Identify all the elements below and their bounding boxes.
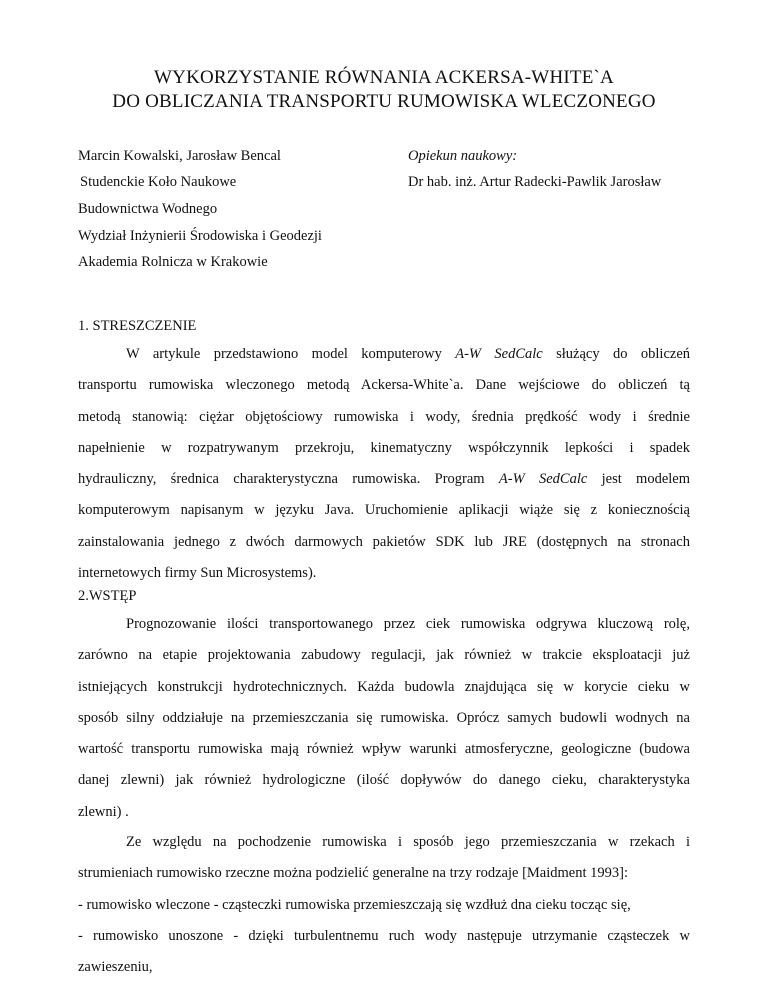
affiliation-line-4: Akademia Rolnicza w Krakowie <box>78 254 268 270</box>
intro-line: sposób silny oddziałuje na przemieszczania się rumowiska. Oprócz samych budowli wodnych na <box>78 709 690 726</box>
abstract-text: W artykule przedstawiono model komputerowy <box>126 346 456 362</box>
affiliation-line-3: Wydział Inżynierii Środowiska i Geodezji <box>78 228 322 244</box>
intro-line: zlewni) . <box>78 803 129 820</box>
abstract-line-6: komputerowym napisanym w języku Java. Uruchomienie aplikacji wiąże się z koniecznością <box>78 502 690 519</box>
supervisor-name: Dr hab. inż. Artur Radecki-Pawlik Jarosław <box>408 174 662 190</box>
affiliation-line-2: Budownictwa Wodnego <box>78 201 218 217</box>
abstract-line-4: napełnienie w rozpatrywanym przekroju, kinematyczny współczynnik lepkości i spadek <box>78 439 690 456</box>
intro-line: wartość transportu rumowiska mają również wpływ warunki atmosferyczne, geologiczne (budowa <box>78 741 690 758</box>
title-line-2: DO OBLICZANIA TRANSPORTU RUMOWISKA WLECZONEGO <box>112 91 656 112</box>
list-item: - rumowisko unoszone - dzięki turbulentnemu ruch wody następuje utrzymanie cząsteczek w <box>78 927 690 944</box>
abstract-line-3: metodą stanowią: ciężar objętościowy rumowiska i wody, średnia prędkość wody i średnie <box>78 408 690 425</box>
intro-line: istniejących konstrukcji hydrotechnicznych. Każda budowla znajdująca się w korycie cieku w <box>78 678 690 695</box>
abstract-line-2: transportu rumowiska wleczonego metodą Ackersa-White`a. Dane wejściowe do obliczeń tą <box>78 377 690 394</box>
abstract-text: jest modelem <box>587 471 690 488</box>
intro-line: Ze względu na pochodzenie rumowiska i sposób jego przemieszczania w rzekach i <box>126 834 690 850</box>
intro-line: zarówno na etapie projektowania zabudowy regulacji, jak również w trakcie eksploatacji już <box>78 647 690 664</box>
abstract-line-1 <box>78 339 690 370</box>
abstract-text: służący do obliczeń <box>542 346 690 362</box>
intro-line: strumieniach rumowisko rzeczne można podzielić generalne na trzy rodzaje [Maidment 1993]: <box>78 865 628 882</box>
author-names: Marcin Kowalski, Jarosław Bencal <box>78 148 281 164</box>
intro-line: danej zlewni) jak również hydrologiczne (ilość dopływów do danego cieku, charakterystyka <box>78 772 690 789</box>
abstract-line-7: zainstalowania jednego z dwóch darmowych pakietów SDK lub JRE (dostępnych na stronach <box>78 533 690 550</box>
abstract-line-8: internetowych firmy Sun Microsystems). <box>78 565 317 582</box>
section-1-heading: 1. STRESZCZENIE <box>78 318 197 334</box>
section-2-heading: 2.WSTĘP <box>78 588 137 604</box>
list-item: - rumowisko wleczone - cząsteczki rumowiska przemieszczają się wzdłuż dna cieku tocząc się, <box>78 896 631 913</box>
intro-paragraph-2 <box>78 827 690 983</box>
program-name: A-W SedCalc <box>455 346 543 362</box>
intro-paragraph-1 <box>78 609 690 828</box>
affiliation-line-1: Studenckie Koło Naukowe <box>80 174 237 190</box>
abstract-line-5 <box>78 464 690 495</box>
program-name: A-W SedCalc <box>498 471 588 488</box>
intro-line: Prognozowanie ilości transportowanego przez ciek rumowiska odgrywa kluczową rolę, <box>126 616 690 632</box>
title-line-1: WYKORZYSTANIE RÓWNANIA ACKERSA-WHITE`A <box>154 67 614 88</box>
paper-title <box>40 66 728 114</box>
list-item-continuation: zawieszeniu, <box>78 959 153 976</box>
abstract-text: hydrauliczny, średnica charakterystyczna rumowiska. Program <box>78 471 499 488</box>
abstract-paragraph <box>78 339 690 589</box>
supervisor-label: Opiekun naukowy: <box>408 148 518 164</box>
